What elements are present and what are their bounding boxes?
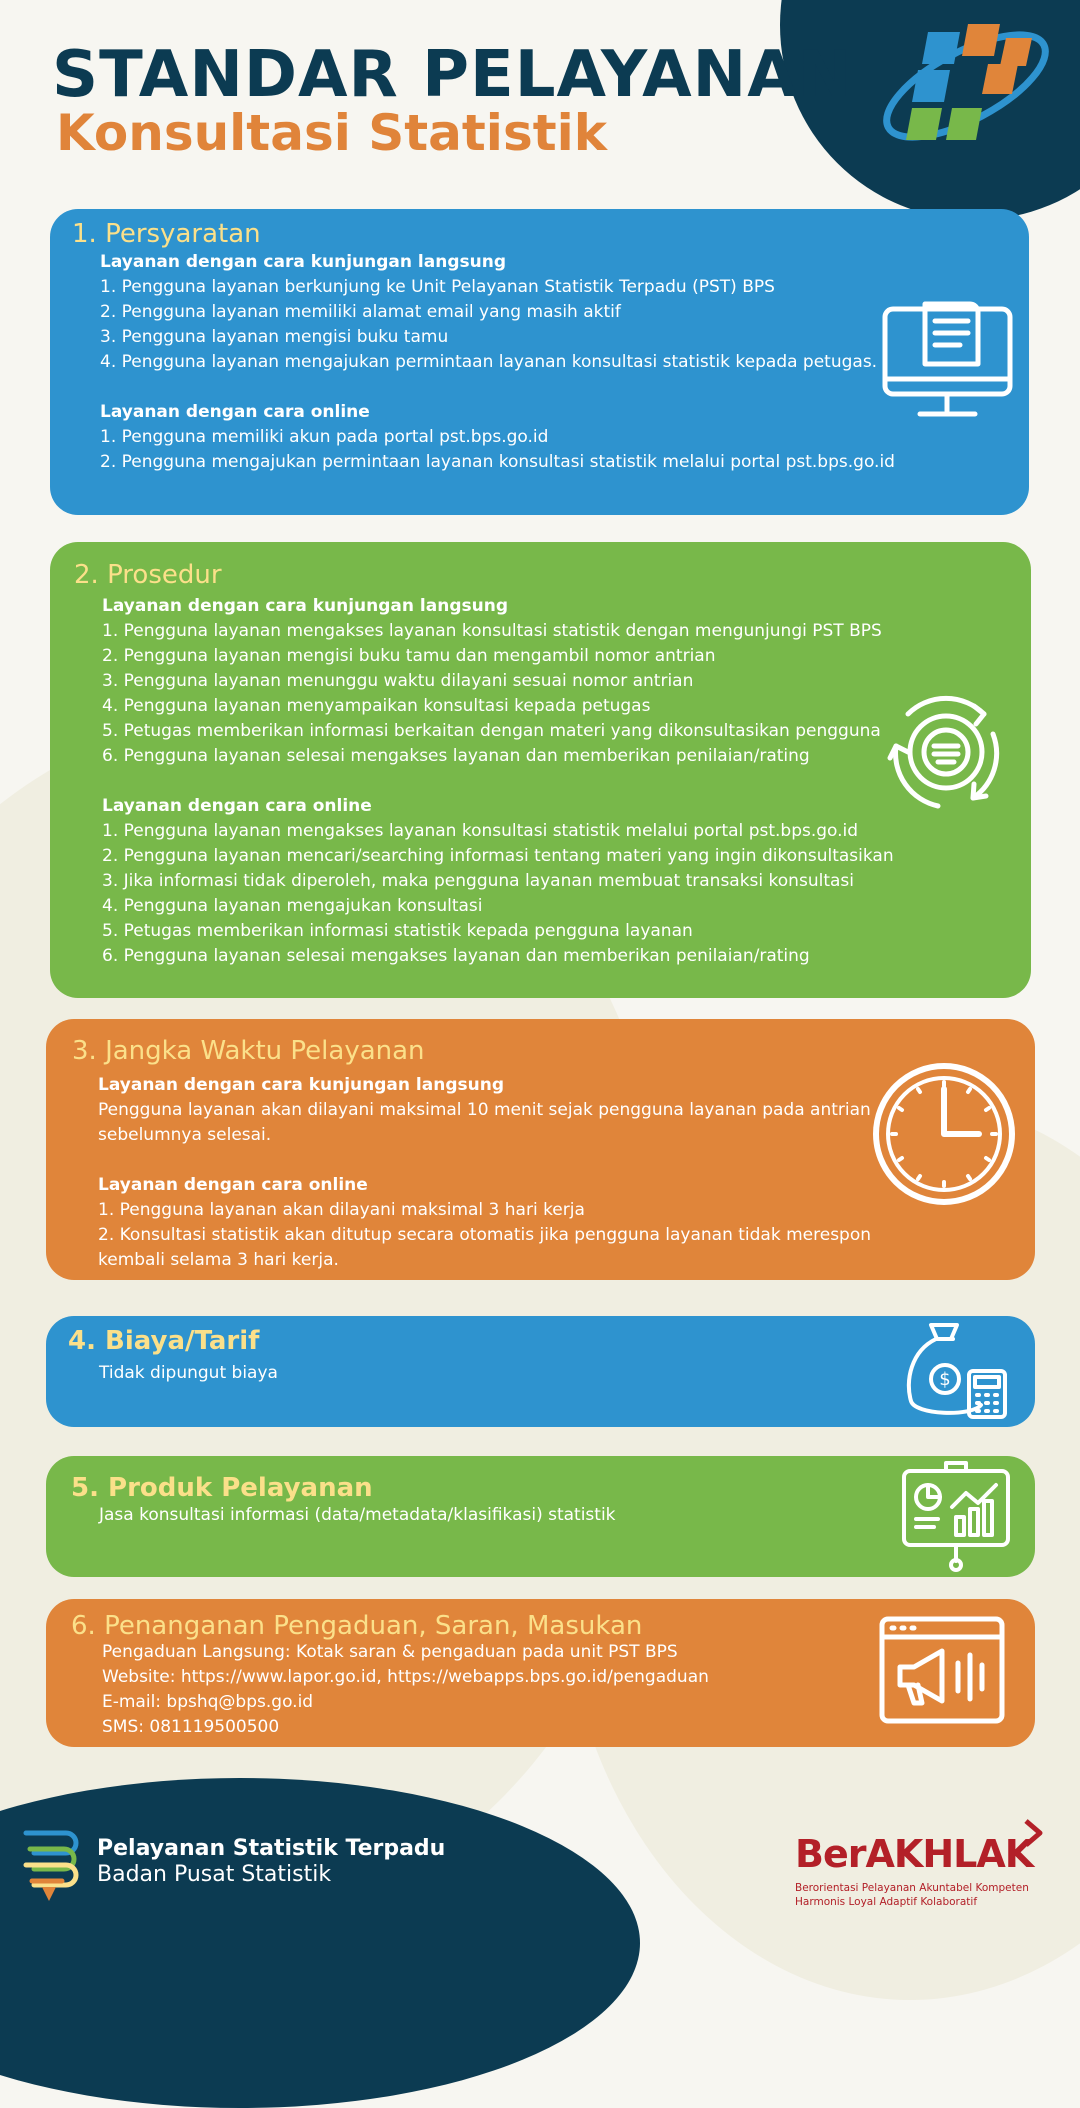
list-item: 1. Pengguna layanan mengakses layanan konsultasi statistik melalui portal pst.bps.go.id — [102, 821, 859, 841]
svg-text:$: $ — [939, 1369, 951, 1390]
computer-document-icon — [880, 299, 1015, 424]
section-body — [102, 1640, 709, 1740]
list-item: 4. Pengguna layanan mengajukan konsultasi — [102, 896, 483, 916]
section-body: Tidak dipungut biaya — [99, 1363, 278, 1383]
section-body — [98, 1073, 888, 1273]
footer-subtitle: Badan Pusat Statistik — [97, 1862, 332, 1887]
list-item: 3. Jika informasi tidak diperoleh, maka pengguna layanan membuat transaksi konsultasi — [102, 871, 854, 891]
section-heading: 4. Biaya/Tarif — [68, 1326, 260, 1356]
list-item: 1. Pengguna layanan mengakses layanan konsultasi statistik dengan mengunjungi PST BPS — [102, 621, 882, 641]
section-persyaratan — [50, 209, 1029, 515]
page-subtitle: Konsultasi Statistik — [56, 104, 608, 162]
list-item: Pengaduan Langsung: Kotak saran & pengaduan pada unit PST BPS — [102, 1642, 678, 1662]
list-item: 4. Pengguna layanan menyampaikan konsultasi kepada petugas — [102, 696, 651, 716]
section-body: Jasa konsultasi informasi (data/metadata/klasifikasi) statistik — [99, 1505, 616, 1525]
online-label: Layanan dengan cara online — [100, 402, 370, 422]
megaphone-browser-icon — [878, 1615, 1006, 1725]
section-heading: 1. Persyaratan — [72, 219, 261, 249]
footer-title: Pelayanan Statistik Terpadu — [97, 1836, 446, 1861]
berakhlak-logo: BerAKHLAK — [795, 1832, 1034, 1876]
list-item: 3. Pengguna layanan menunggu waktu dilayani sesuai nomor antrian — [102, 671, 694, 691]
list-item: 2. Konsultasi statistik akan ditutup secara otomatis jika pengguna layanan tidak merespon kembali selama 3 hari kerja. — [98, 1225, 872, 1270]
section-jangka-waktu — [46, 1019, 1035, 1280]
money-bag-calculator-icon — [901, 1321, 1011, 1421]
section-heading: 3. Jangka Waktu Pelayanan — [72, 1036, 425, 1066]
footer-shape — [0, 1778, 640, 2108]
cycle-process-icon — [878, 684, 1014, 820]
section-body — [100, 250, 895, 475]
list-item: 5. Petugas memberikan informasi statistik kepada pengguna layanan — [102, 921, 693, 941]
list-item: 4. Pengguna layanan mengajukan permintaan layanan konsultasi statistik kepada petugas. — [100, 352, 878, 372]
section-prosedur — [50, 542, 1031, 998]
offline-label: Layanan dengan cara kunjungan langsung — [98, 1075, 504, 1095]
berakhlak-tagline: Berorientasi Pelayanan Akuntabel Kompeten — [795, 1882, 1029, 1894]
berakhlak-tagline: Harmonis Loyal Adaptif Kolaboratif — [795, 1896, 978, 1908]
offline-label: Layanan dengan cara kunjungan langsung — [102, 596, 508, 616]
section-heading: 6. Penanganan Pengaduan, Saran, Masukan — [71, 1611, 643, 1641]
list-item: Website: https://www.lapor.go.id, https://webapps.bps.go.id/pengaduan — [102, 1667, 709, 1687]
list-item: 2. Pengguna layanan mencari/searching informasi tentang materi yang ingin dikonsultasikan — [102, 846, 894, 866]
list-item: E-mail: bpshq@bps.go.id — [102, 1692, 314, 1712]
online-label: Layanan dengan cara online — [98, 1175, 368, 1195]
section-produk — [46, 1456, 1035, 1577]
offline-label: Layanan dengan cara kunjungan langsung — [100, 252, 506, 272]
list-item: 1. Pengguna layanan berkunjung ke Unit Pelayanan Statistik Terpadu (PST) BPS — [100, 277, 775, 297]
list-item: Pengguna layanan akan dilayani maksimal 10 menit sejak pengguna layanan pada antrian sebelumnya selesai. — [98, 1100, 871, 1145]
list-item: 5. Petugas memberikan informasi berkaitan dengan materi yang dikonsultasikan pengguna — [102, 721, 881, 741]
list-item: 3. Pengguna layanan mengisi buku tamu — [100, 327, 449, 347]
chevron-right-icon — [1022, 1818, 1046, 1848]
list-item: 2. Pengguna layanan mengisi buku tamu dan mengambil nomor antrian — [102, 646, 716, 666]
clock-icon — [871, 1061, 1017, 1207]
list-item: 6. Pengguna layanan selesai mengakses layanan dan memberikan penilaian/rating — [102, 946, 810, 966]
online-label: Layanan dengan cara online — [102, 796, 372, 816]
list-item: SMS: 081119500500 — [102, 1717, 280, 1737]
section-body — [102, 594, 894, 969]
list-item: 1. Pengguna layanan akan dilayani maksimal 3 hari kerja — [98, 1200, 585, 1220]
section-biaya — [46, 1316, 1035, 1427]
section-heading: 5. Produk Pelayanan — [71, 1473, 373, 1503]
list-item: 2. Pengguna mengajukan permintaan layanan konsultasi statistik melalui portal pst.bps.go.id — [100, 452, 895, 472]
list-item: 1. Pengguna memiliki akun pada portal pst.bps.go.id — [100, 427, 549, 447]
page-title: STANDAR PELAYANAN — [52, 38, 853, 112]
section-heading: 2. Prosedur — [74, 560, 222, 590]
list-item: 6. Pengguna layanan selesai mengakses layanan dan memberikan penilaian/rating — [102, 746, 810, 766]
pst-logo-icon — [20, 1825, 82, 1903]
list-item: 2. Pengguna layanan memiliki alamat email yang masih aktif — [100, 302, 621, 322]
presentation-board-icon — [900, 1461, 1012, 1573]
section-pengaduan — [46, 1599, 1035, 1747]
bps-logo-icon — [868, 14, 1058, 164]
